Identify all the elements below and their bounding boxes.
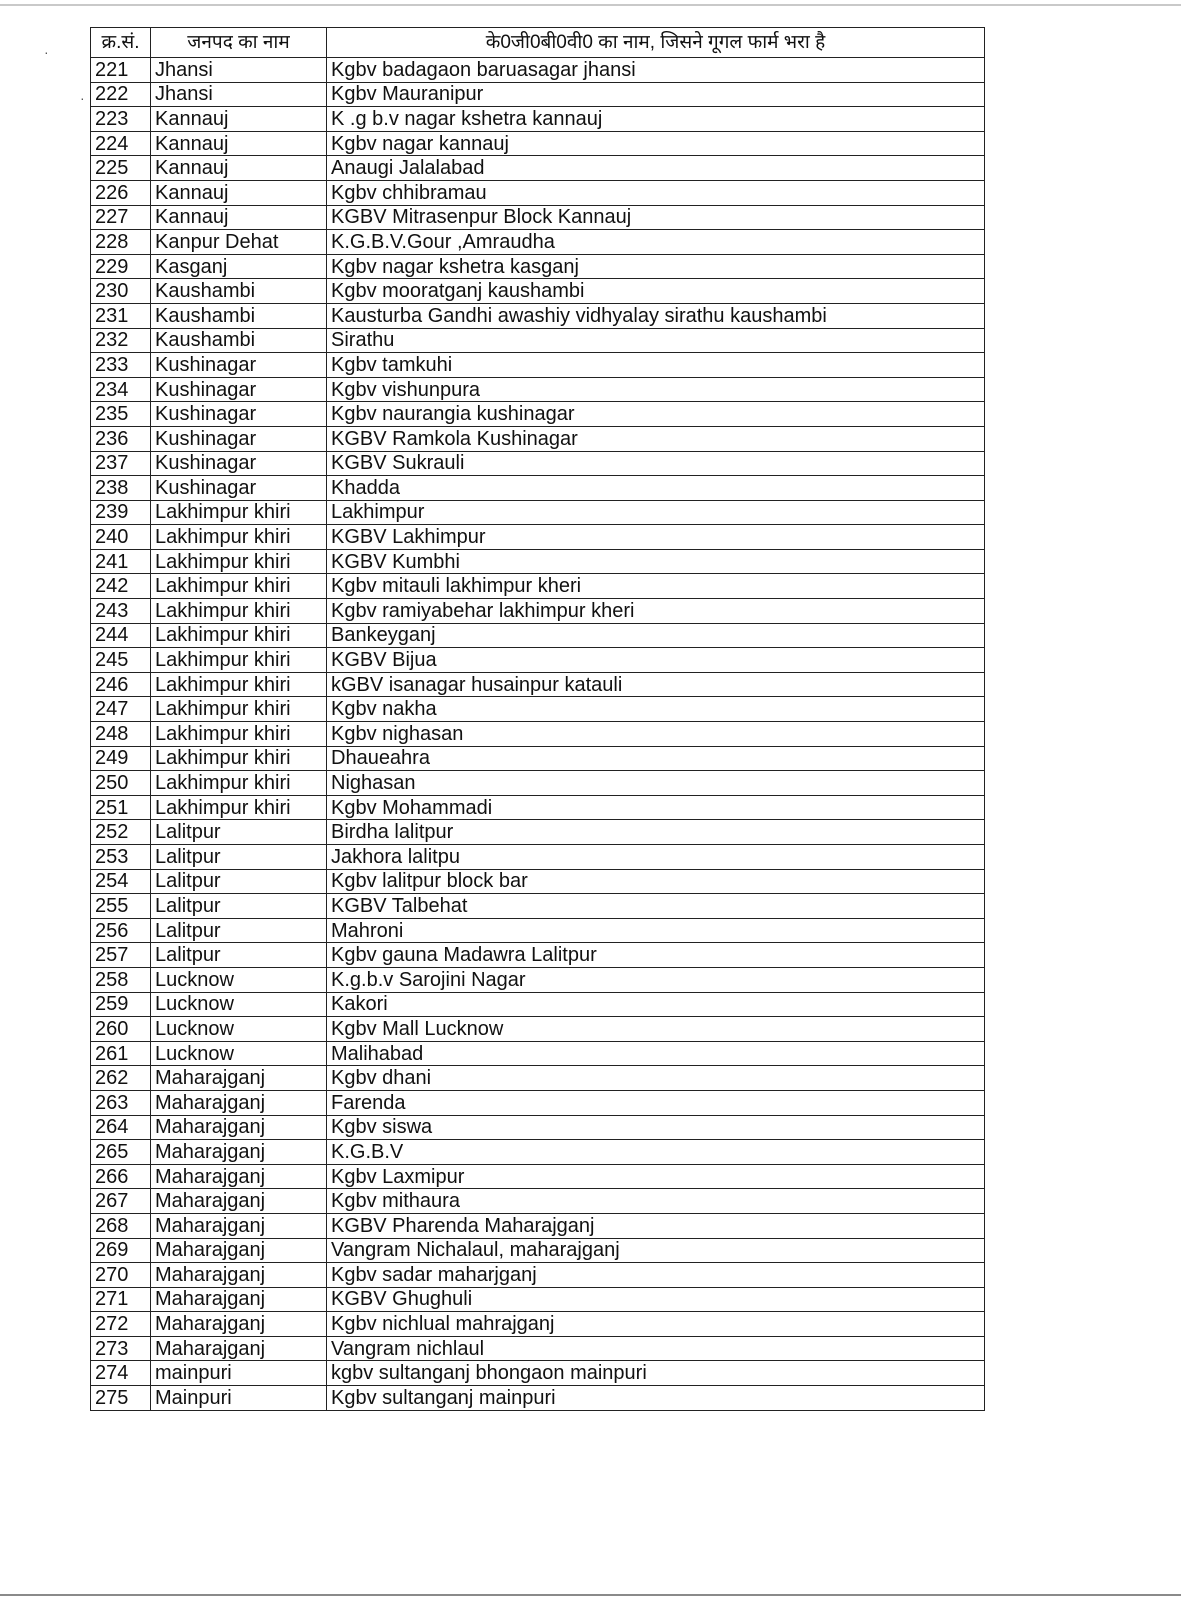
table-row [91,1066,985,1091]
row-kgbv-name: KGBV Talbehat [327,894,985,919]
row-district-name: Lakhimpur khiri [151,722,327,747]
row-serial-number: 247 [91,697,151,722]
table-row [91,279,985,304]
row-serial-number: 236 [91,426,151,451]
row-district-name: Kushinagar [151,476,327,501]
row-district-name: Kannauj [151,205,327,230]
table-row [91,58,985,83]
row-district-name: Kushinagar [151,353,327,378]
row-serial-number: 246 [91,672,151,697]
table-row [91,131,985,156]
table-row [91,1115,985,1140]
row-kgbv-name: KGBV Sukrauli [327,451,985,476]
row-serial-number: 255 [91,894,151,919]
table-row [91,230,985,255]
table-row [91,107,985,132]
row-serial-number: 270 [91,1263,151,1288]
row-district-name: Lakhimpur khiri [151,549,327,574]
row-kgbv-name: Kgbv ramiyabehar lakhimpur kheri [327,599,985,624]
row-serial-number: 253 [91,845,151,870]
row-district-name: Maharajganj [151,1189,327,1214]
row-kgbv-name: K .g b.v nagar kshetra kannauj [327,107,985,132]
row-district-name: Maharajganj [151,1140,327,1165]
row-district-name: Kushinagar [151,402,327,427]
row-serial-number: 228 [91,230,151,255]
table-row [91,1189,985,1214]
row-kgbv-name: Anaugi Jalalabad [327,156,985,181]
table-row [91,1140,985,1165]
row-kgbv-name: Kgbv lalitpur block bar [327,869,985,894]
row-district-name: Lalitpur [151,820,327,845]
row-district-name: Lalitpur [151,869,327,894]
row-serial-number: 231 [91,303,151,328]
row-serial-number: 229 [91,254,151,279]
row-district-name: Lalitpur [151,918,327,943]
row-district-name: Kaushambi [151,303,327,328]
row-district-name: Maharajganj [151,1213,327,1238]
row-district-name: Lucknow [151,1017,327,1042]
row-serial-number: 250 [91,771,151,796]
row-district-name: Jhansi [151,82,327,107]
table-row [91,402,985,427]
row-kgbv-name: Kgbv badagaon baruasagar jhansi [327,58,985,83]
table-row [91,205,985,230]
table-row [91,1336,985,1361]
table-row [91,918,985,943]
table-row [91,795,985,820]
row-kgbv-name: Lakhimpur [327,500,985,525]
row-serial-number: 227 [91,205,151,230]
table-row [91,771,985,796]
row-district-name: Kannauj [151,180,327,205]
table-row [91,992,985,1017]
row-serial-number: 252 [91,820,151,845]
row-serial-number: 271 [91,1287,151,1312]
row-serial-number: 268 [91,1213,151,1238]
row-serial-number: 274 [91,1361,151,1386]
row-serial-number: 234 [91,377,151,402]
row-kgbv-name: Kgbv mitauli lakhimpur kheri [327,574,985,599]
table-row [91,599,985,624]
row-kgbv-name: Kgbv Laxmipur [327,1164,985,1189]
row-district-name: Lakhimpur khiri [151,599,327,624]
row-district-name: Lakhimpur khiri [151,672,327,697]
row-serial-number: 240 [91,525,151,550]
row-serial-number: 225 [91,156,151,181]
row-serial-number: 233 [91,353,151,378]
row-district-name: Kanpur Dehat [151,230,327,255]
row-serial-number: 238 [91,476,151,501]
row-kgbv-name: Kgbv naurangia kushinagar [327,402,985,427]
row-serial-number: 244 [91,623,151,648]
row-kgbv-name: KGBV Ramkola Kushinagar [327,426,985,451]
table-row [91,746,985,771]
row-kgbv-name: KGBV Lakhimpur [327,525,985,550]
row-serial-number: 267 [91,1189,151,1214]
table-row [91,1041,985,1066]
row-serial-number: 257 [91,943,151,968]
scan-speck: · [44,44,49,60]
row-serial-number: 230 [91,279,151,304]
row-district-name: Kannauj [151,156,327,181]
row-serial-number: 241 [91,549,151,574]
table-row [91,156,985,181]
row-kgbv-name: Kgbv gauna Madawra Lalitpur [327,943,985,968]
row-kgbv-name: Kgbv Mohammadi [327,795,985,820]
row-serial-number: 251 [91,795,151,820]
row-serial-number: 222 [91,82,151,107]
row-kgbv-name: K.g.b.v Sarojini Nagar [327,967,985,992]
row-kgbv-name: Khadda [327,476,985,501]
row-serial-number: 264 [91,1115,151,1140]
row-kgbv-name: Kgbv nakha [327,697,985,722]
row-kgbv-name: Vangram Nichalaul, maharajganj [327,1238,985,1263]
table-row [91,722,985,747]
table-row [91,549,985,574]
row-serial-number: 226 [91,180,151,205]
row-district-name: Maharajganj [151,1238,327,1263]
row-district-name: Lalitpur [151,894,327,919]
row-kgbv-name: Mahroni [327,918,985,943]
header-kgbv-name: के0जी0बी0वी0 का नाम, जिसने गूगल फार्म भरा है [327,28,985,58]
row-serial-number: 224 [91,131,151,156]
row-district-name: Kasganj [151,254,327,279]
row-district-name: Lucknow [151,992,327,1017]
row-district-name: Maharajganj [151,1066,327,1091]
row-district-name: Lakhimpur khiri [151,525,327,550]
table-row [91,377,985,402]
row-district-name: Lucknow [151,1041,327,1066]
header-district-name: जनपद का नाम [151,28,327,58]
row-kgbv-name: Kgbv nagar kshetra kasganj [327,254,985,279]
row-serial-number: 221 [91,58,151,83]
row-serial-number: 260 [91,1017,151,1042]
table-row [91,1213,985,1238]
row-kgbv-name: Kgbv dhani [327,1066,985,1091]
row-serial-number: 223 [91,107,151,132]
row-serial-number: 249 [91,746,151,771]
row-kgbv-name: K.G.B.V.Gour ,Amraudha [327,230,985,255]
table-row [91,672,985,697]
row-serial-number: 261 [91,1041,151,1066]
row-kgbv-name: Kgbv Mall Lucknow [327,1017,985,1042]
row-serial-number: 275 [91,1386,151,1411]
row-kgbv-name: KGBV Mitrasenpur Block Kannauj [327,205,985,230]
table-body [91,58,985,1411]
row-kgbv-name: Farenda [327,1090,985,1115]
table-row [91,525,985,550]
table-row [91,1287,985,1312]
row-kgbv-name: Sirathu [327,328,985,353]
row-serial-number: 239 [91,500,151,525]
row-district-name: Kannauj [151,107,327,132]
row-kgbv-name: Kgbv mooratganj kaushambi [327,279,985,304]
kgbv-list-table [90,27,985,1411]
row-kgbv-name: Kgbv sadar maharjganj [327,1263,985,1288]
row-district-name: Lakhimpur khiri [151,771,327,796]
table-row [91,574,985,599]
row-district-name: Kushinagar [151,377,327,402]
row-serial-number: 272 [91,1312,151,1337]
row-district-name: Maharajganj [151,1090,327,1115]
table-row [91,1263,985,1288]
table-row [91,623,985,648]
table-row [91,943,985,968]
table-row [91,697,985,722]
table-row [91,820,985,845]
row-district-name: Kushinagar [151,426,327,451]
row-district-name: mainpuri [151,1361,327,1386]
row-serial-number: 245 [91,648,151,673]
table-row [91,1164,985,1189]
row-district-name: Maharajganj [151,1287,327,1312]
table-row [91,894,985,919]
header-serial-number: क्र.सं. [91,28,151,58]
row-kgbv-name: Kgbv Mauranipur [327,82,985,107]
row-district-name: Lalitpur [151,943,327,968]
row-serial-number: 235 [91,402,151,427]
row-district-name: Lakhimpur khiri [151,697,327,722]
row-district-name: Mainpuri [151,1386,327,1411]
row-serial-number: 266 [91,1164,151,1189]
table-row [91,1238,985,1263]
row-kgbv-name: Birdha lalitpur [327,820,985,845]
row-district-name: Lalitpur [151,845,327,870]
table-row [91,500,985,525]
row-kgbv-name: Kgbv nagar kannauj [327,131,985,156]
table-row [91,426,985,451]
row-kgbv-name: Kgbv mithaura [327,1189,985,1214]
table-header-row [91,28,985,58]
table-row [91,451,985,476]
row-kgbv-name: Nighasan [327,771,985,796]
table-row [91,1312,985,1337]
row-kgbv-name: Kgbv sultanganj mainpuri [327,1386,985,1411]
row-serial-number: 269 [91,1238,151,1263]
row-serial-number: 265 [91,1140,151,1165]
table-row [91,1361,985,1386]
row-district-name: Kaushambi [151,328,327,353]
row-district-name: Jhansi [151,58,327,83]
table-row [91,353,985,378]
row-district-name: Lakhimpur khiri [151,574,327,599]
table-row [91,1090,985,1115]
table-row [91,82,985,107]
row-serial-number: 256 [91,918,151,943]
row-kgbv-name: Kakori [327,992,985,1017]
table-row [91,869,985,894]
scan-top-edge [0,4,1181,6]
table-row [91,1386,985,1411]
row-kgbv-name: Vangram nichlaul [327,1336,985,1361]
row-kgbv-name: Kgbv vishunpura [327,377,985,402]
row-kgbv-name: Kgbv chhibramau [327,180,985,205]
row-district-name: Maharajganj [151,1336,327,1361]
table-row [91,476,985,501]
row-district-name: Lucknow [151,967,327,992]
row-kgbv-name: kGBV isanagar husainpur katauli [327,672,985,697]
row-kgbv-name: Kausturba Gandhi awashiy vidhyalay sirathu kaushambi [327,303,985,328]
row-serial-number: 237 [91,451,151,476]
row-kgbv-name: kgbv sultanganj bhongaon mainpuri [327,1361,985,1386]
row-serial-number: 262 [91,1066,151,1091]
row-district-name: Lakhimpur khiri [151,746,327,771]
row-district-name: Lakhimpur khiri [151,623,327,648]
table-row [91,967,985,992]
row-district-name: Maharajganj [151,1312,327,1337]
scan-bottom-edge [0,1594,1181,1596]
row-district-name: Lakhimpur khiri [151,500,327,525]
row-serial-number: 243 [91,599,151,624]
table-row [91,254,985,279]
row-district-name: Kaushambi [151,279,327,304]
row-serial-number: 248 [91,722,151,747]
row-serial-number: 242 [91,574,151,599]
table-row [91,648,985,673]
row-kgbv-name: KGBV Ghughuli [327,1287,985,1312]
row-district-name: Kannauj [151,131,327,156]
row-serial-number: 263 [91,1090,151,1115]
row-kgbv-name: Jakhora lalitpu [327,845,985,870]
row-kgbv-name: KGBV Kumbhi [327,549,985,574]
row-district-name: Maharajganj [151,1263,327,1288]
row-serial-number: 259 [91,992,151,1017]
row-district-name: Lakhimpur khiri [151,648,327,673]
row-serial-number: 258 [91,967,151,992]
table-row [91,845,985,870]
row-kgbv-name: Dhaueahra [327,746,985,771]
table-row [91,1017,985,1042]
row-kgbv-name: Kgbv nighasan [327,722,985,747]
row-kgbv-name: K.G.B.V [327,1140,985,1165]
row-district-name: Lakhimpur khiri [151,795,327,820]
row-serial-number: 273 [91,1336,151,1361]
row-kgbv-name: Kgbv tamkuhi [327,353,985,378]
table-row [91,328,985,353]
row-kgbv-name: Malihabad [327,1041,985,1066]
row-kgbv-name: Bankeyganj [327,623,985,648]
row-serial-number: 254 [91,869,151,894]
table-row [91,180,985,205]
row-serial-number: 232 [91,328,151,353]
row-kgbv-name: KGBV Bijua [327,648,985,673]
scan-speck: · [80,90,85,106]
row-kgbv-name: Kgbv nichlual mahrajganj [327,1312,985,1337]
row-district-name: Maharajganj [151,1115,327,1140]
table-row [91,303,985,328]
row-district-name: Maharajganj [151,1164,327,1189]
row-kgbv-name: Kgbv siswa [327,1115,985,1140]
row-kgbv-name: KGBV Pharenda Maharajganj [327,1213,985,1238]
row-district-name: Kushinagar [151,451,327,476]
